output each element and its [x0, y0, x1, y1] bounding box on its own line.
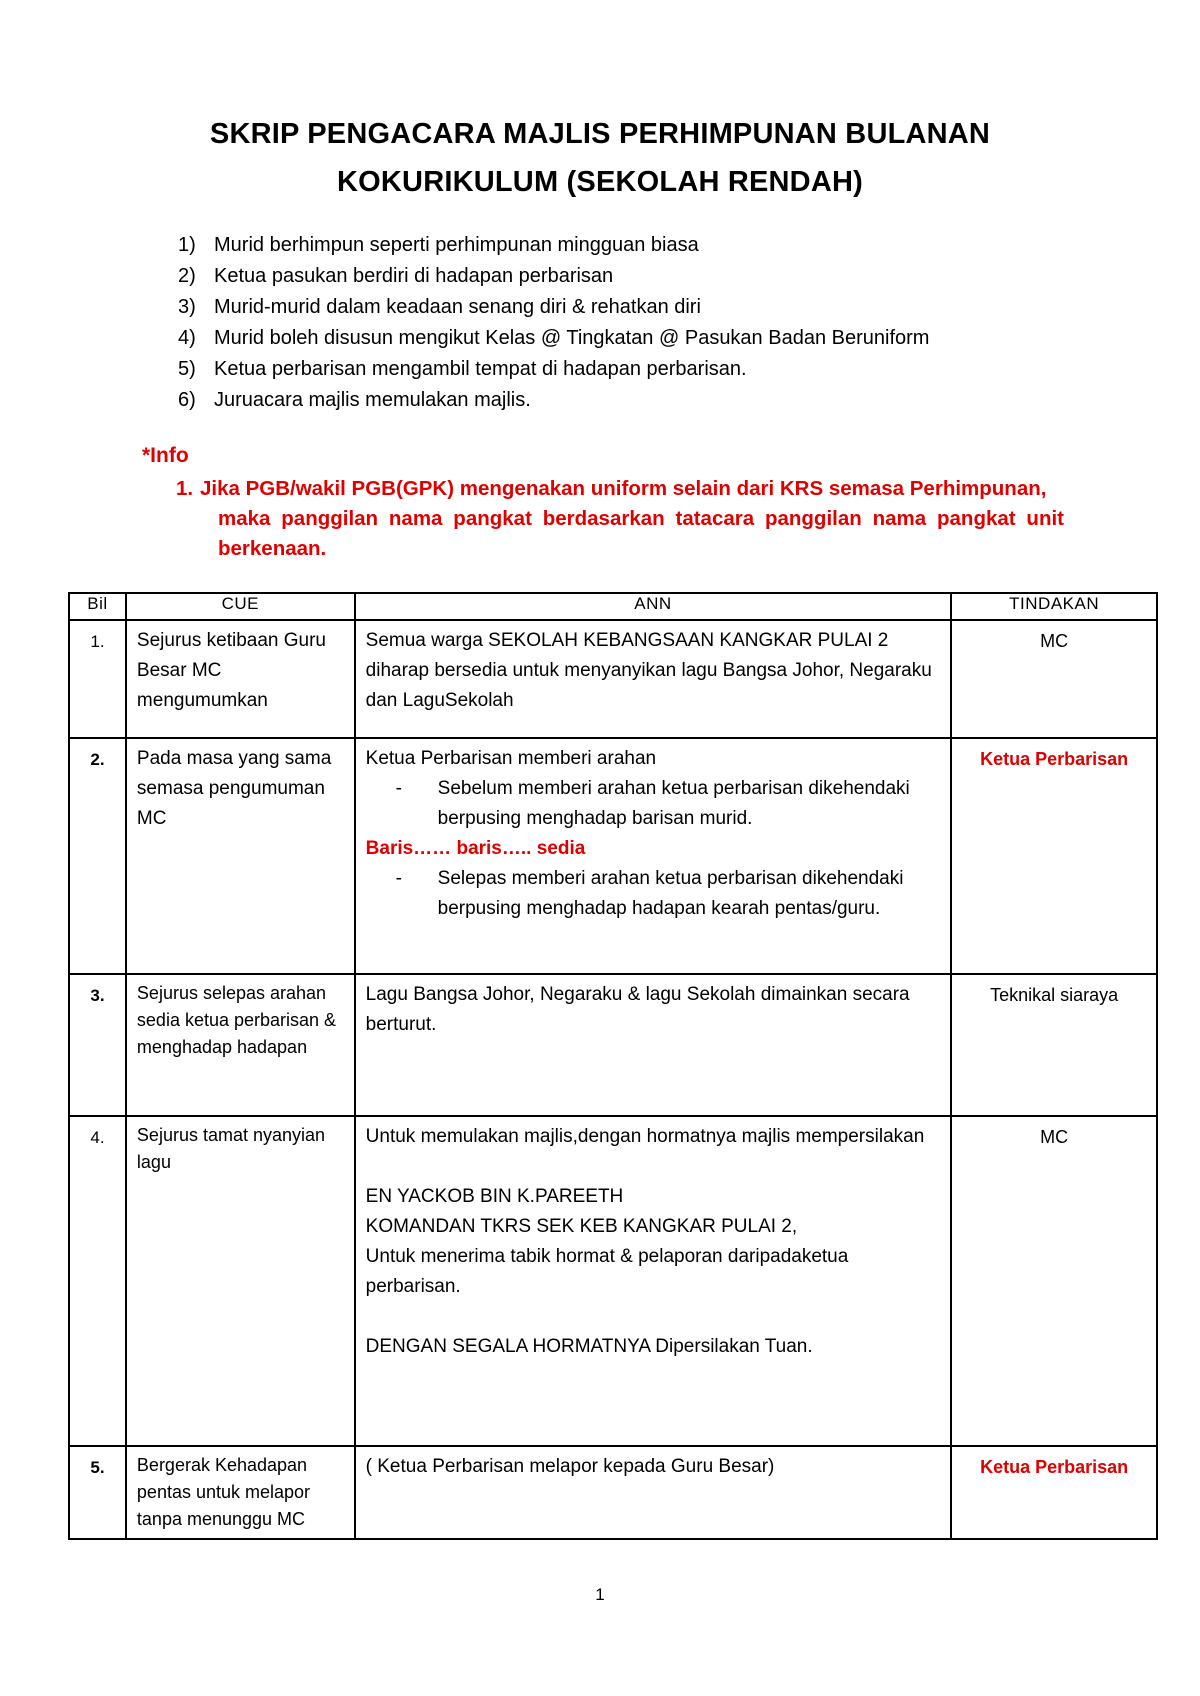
- dash-marker: -: [395, 778, 402, 799]
- row-bil: 1.: [69, 620, 126, 738]
- step-text: Murid boleh disusun mengikut Kelas @ Tingkatan @ Pasukan Badan Beruniform: [214, 327, 930, 349]
- row-bil: 5.: [69, 1446, 126, 1539]
- step-number: 5): [178, 358, 196, 380]
- ann-dash-item: Selepas memberi arahan ketua perbarisan dikehendaki berpusing menghadap hadapan kearah pentas/guru.: [437, 868, 904, 919]
- info-line-rest: maka panggilan nama pangkat berdasarkan tatacara panggilan nama pangkat unit berkenaan.: [218, 507, 1064, 560]
- ann-paragraph: Untuk menerima tabik hormat & pelaporan daripadaketua perbarisan.: [365, 1246, 849, 1297]
- step-number: 4): [178, 327, 196, 349]
- row-cue: Sejurus ketibaan Guru Besar MC mengumumkan: [126, 620, 355, 738]
- page-title-line-1: SKRIP PENGACARA MAJLIS PERHIMPUNAN BULANAN: [209, 118, 991, 150]
- list-item: [178, 261, 929, 292]
- info-number: 1.: [176, 477, 194, 500]
- row-tindakan: Teknikal siaraya: [951, 974, 1157, 1116]
- ann-text: diharap bersedia untuk menyanyikan lagu Bangsa Johor, Negaraku dan LaguSekolah: [365, 660, 932, 711]
- page-number: 1: [595, 1585, 605, 1604]
- info-note: [176, 474, 1064, 564]
- info-label: *Info: [142, 444, 189, 467]
- header-ann: ANN: [355, 593, 952, 620]
- guest-role: KOMANDAN TKRS SEK KEB KANGKAR PULAI 2,: [365, 1216, 798, 1237]
- step-text: Murid-murid dalam keadaan senang diri & rehatkan diri: [214, 296, 701, 318]
- table-row: [69, 974, 1157, 1116]
- list-item: [178, 323, 929, 354]
- table-row: [69, 738, 1157, 974]
- list-item: [178, 354, 929, 385]
- school-name: SEKOLAH KEBANGSAAN KANGKAR PULAI 2: [488, 630, 889, 651]
- ann-command: Baris…… baris….. sedia: [365, 838, 586, 859]
- ann-paragraph: DENGAN SEGALA HORMATNYA Dipersilakan Tuan.: [365, 1336, 813, 1357]
- row-ann: [355, 1116, 952, 1446]
- list-item: [178, 292, 929, 323]
- row-cue: Bergerak Kehadapan pentas untuk melapor tanpa menunggu MC: [126, 1446, 355, 1539]
- step-number: 6): [178, 389, 196, 411]
- steps-list: [178, 230, 929, 416]
- list-item: [178, 230, 929, 261]
- list-item: [178, 385, 929, 416]
- guest-name: EN YACKOB BIN K.PAREETH: [365, 1186, 624, 1207]
- row-tindakan: Ketua Perbarisan: [951, 1446, 1157, 1539]
- step-number: 1): [178, 234, 196, 256]
- row-tindakan: Ketua Perbarisan: [951, 738, 1157, 974]
- table-row: [69, 1446, 1157, 1539]
- table-row: [69, 620, 1157, 738]
- header-cue: CUE: [126, 593, 355, 620]
- dash-marker: -: [395, 868, 402, 889]
- ann-title: Ketua Perbarisan memberi arahan: [365, 748, 657, 769]
- header-tindakan: TINDAKAN: [951, 593, 1157, 620]
- ann-text: Semua warga: [365, 630, 489, 651]
- ann-dash-item: Sebelum memberi arahan ketua perbarisan dikehendaki berpusing menghadap barisan murid.: [437, 778, 910, 829]
- row-ann: ( Ketua Perbarisan melapor kepada Guru Besar): [355, 1446, 952, 1539]
- table-row: [69, 1116, 1157, 1446]
- row-ann: Lagu Bangsa Johor, Negaraku & lagu Sekolah dimainkan secara berturut.: [355, 974, 952, 1116]
- step-text: Murid berhimpun seperti perhimpunan mingguan biasa: [214, 234, 699, 256]
- row-cue: Pada masa yang sama semasa pengumuman MC: [126, 738, 355, 974]
- header-bil: Bil: [69, 593, 126, 620]
- step-number: 3): [178, 296, 196, 318]
- row-bil: 4.: [69, 1116, 126, 1446]
- step-text: Ketua perbarisan mengambil tempat di hadapan perbarisan.: [214, 358, 747, 380]
- step-text: Juruacara majlis memulakan majlis.: [214, 389, 531, 411]
- script-table: [68, 592, 1158, 1540]
- row-cue: Sejurus tamat nyanyian lagu: [126, 1116, 355, 1446]
- step-number: 2): [178, 265, 196, 287]
- row-tindakan: MC: [951, 1116, 1157, 1446]
- ann-paragraph: Untuk memulakan majlis,dengan hormatnya majlis mempersilakan: [365, 1126, 925, 1147]
- step-text: Ketua pasukan berdiri di hadapan perbarisan: [214, 265, 614, 287]
- row-cue: Sejurus selepas arahan sedia ketua perbarisan & menghadap hadapan: [126, 974, 355, 1116]
- page-title-line-2: KOKURIKULUM (SEKOLAH RENDAH): [337, 166, 863, 198]
- row-tindakan: MC: [951, 620, 1157, 738]
- table-header-row: [69, 593, 1157, 620]
- row-bil: 2.: [69, 738, 126, 974]
- info-line-1: Jika PGB/wakil PGB(GPK) mengenakan uniform selain dari KRS semasa Perhimpunan,: [200, 477, 1047, 500]
- row-bil: 3.: [69, 974, 126, 1116]
- row-ann: [355, 738, 952, 974]
- row-ann: [355, 620, 952, 738]
